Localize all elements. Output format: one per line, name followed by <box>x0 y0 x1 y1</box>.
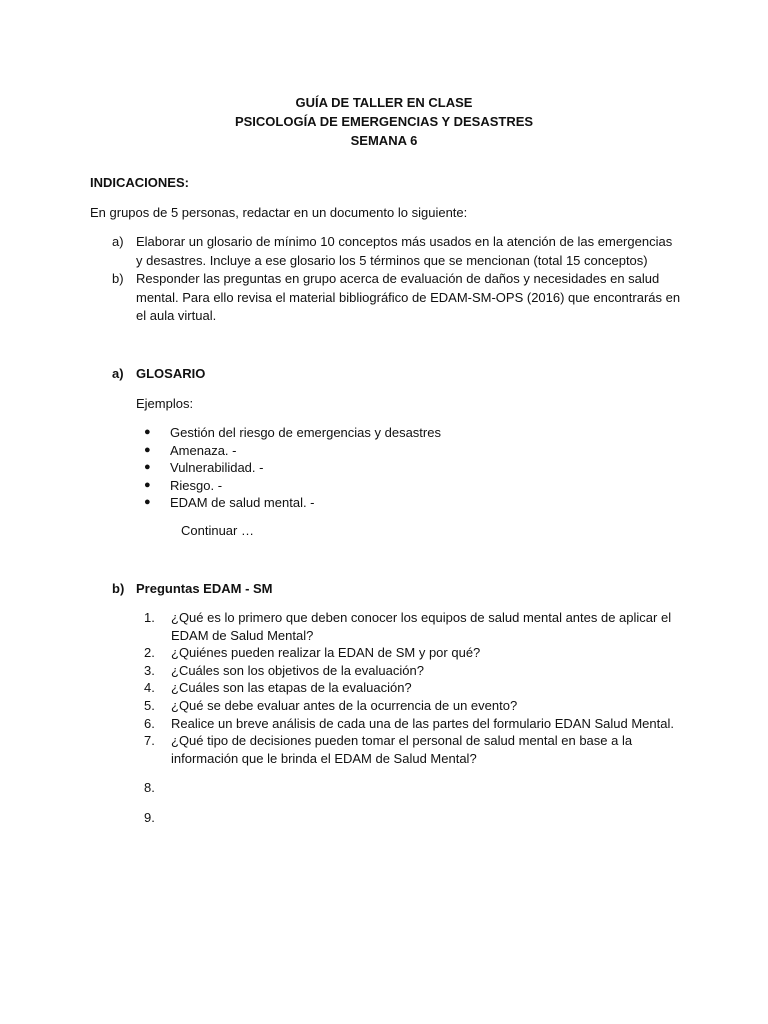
question-number: 5. <box>144 697 155 713</box>
title-line-3: SEMANA 6 <box>350 133 418 148</box>
bullet-icon: ● <box>144 461 151 473</box>
instructions-heading: INDICACIONES: <box>90 175 189 190</box>
question-item <box>144 715 674 733</box>
question-text: ¿Qué se debe evaluar antes de la ocurrencia de un evento? <box>171 697 518 713</box>
question-item <box>144 644 674 662</box>
question-text: ¿Quiénes pueden realizar la EDAN de SM y por qué? <box>171 645 481 661</box>
instruction-item <box>112 233 682 270</box>
question-number: 7. <box>144 733 155 749</box>
list-item <box>144 494 441 512</box>
section-a-marker: a) <box>112 366 124 381</box>
bullet-icon: ● <box>144 496 151 508</box>
glossary-examples-list <box>144 424 441 512</box>
example-text: Amenaza. - <box>170 442 237 458</box>
section-a-heading <box>112 365 205 383</box>
question-number: 4. <box>144 680 155 696</box>
continue-text: Continuar … <box>181 523 254 538</box>
list-item <box>144 442 441 460</box>
examples-label: Ejemplos: <box>136 396 194 411</box>
section-a-title: GLOSARIO <box>136 366 206 381</box>
example-text: Riesgo. - <box>170 477 223 493</box>
instruction-text: Elaborar un glosario de mínimo 10 conceptos más usados en la atención de las emergencias y desastres. Incluye a ese glosario los 5 términos que se mencionan (total 15 conceptos) <box>136 234 673 268</box>
questions-list <box>144 609 674 827</box>
section-b-marker: b) <box>112 581 125 596</box>
example-text: Gestión del riesgo de emergencias y desastres <box>170 425 441 440</box>
question-item <box>144 809 674 827</box>
instruction-marker: b) <box>112 271 124 287</box>
list-item <box>144 459 441 477</box>
instructions-intro: En grupos de 5 personas, redactar en un documento lo siguiente: <box>90 205 468 220</box>
bullet-icon: ● <box>144 478 151 491</box>
question-number: 2. <box>144 645 155 661</box>
instruction-text: Responder las preguntas en grupo acerca de evaluación de daños y necesidades en salud mental. Para ello revisa el material bibliográfico de EDAM-SM-OPS (2016) que encontrarás en el aula virtual. <box>136 271 681 324</box>
question-text: ¿Qué tipo de decisiones pueden tomar el personal de salud mental en base a la información que le brinda el EDAM de Salud Mental? <box>171 733 633 766</box>
question-text: Realice un breve análisis de cada una de las partes del formulario EDAN Salud Mental. <box>171 715 674 731</box>
question-item <box>144 609 674 644</box>
example-text: Vulnerabilidad. - <box>170 460 264 475</box>
bullet-icon: ● <box>144 443 151 456</box>
question-item <box>144 679 674 697</box>
section-b-title: Preguntas EDAM - SM <box>136 581 273 596</box>
document-title <box>0 93 768 150</box>
question-number: 8. <box>144 780 155 796</box>
list-item <box>144 477 441 495</box>
section-b-heading <box>112 580 273 598</box>
question-item <box>144 697 674 715</box>
instruction-item <box>112 270 682 326</box>
question-number: 6. <box>144 715 155 731</box>
question-item <box>144 732 674 767</box>
example-text: EDAM de salud mental. - <box>170 495 315 510</box>
question-number: 1. <box>144 610 155 625</box>
bullet-icon: ● <box>144 426 151 438</box>
question-text: ¿Cuáles son los objetivos de la evaluación? <box>171 662 424 678</box>
question-text: ¿Qué es lo primero que deben conocer los equipos de salud mental antes de aplicar el EDAM de Salud Mental? <box>171 610 672 643</box>
list-item <box>144 424 441 442</box>
question-item <box>144 779 674 797</box>
question-number: 9. <box>144 809 155 825</box>
title-line-2: PSICOLOGÍA DE EMERGENCIAS Y DESASTRES <box>234 114 534 129</box>
question-item <box>144 662 674 680</box>
title-line-1: GUÍA DE TALLER EN CLASE <box>295 95 473 110</box>
instruction-marker: a) <box>112 234 124 249</box>
question-number: 3. <box>144 662 155 678</box>
question-text: ¿Cuáles son las etapas de la evaluación? <box>171 680 412 696</box>
instructions-list <box>112 233 682 326</box>
